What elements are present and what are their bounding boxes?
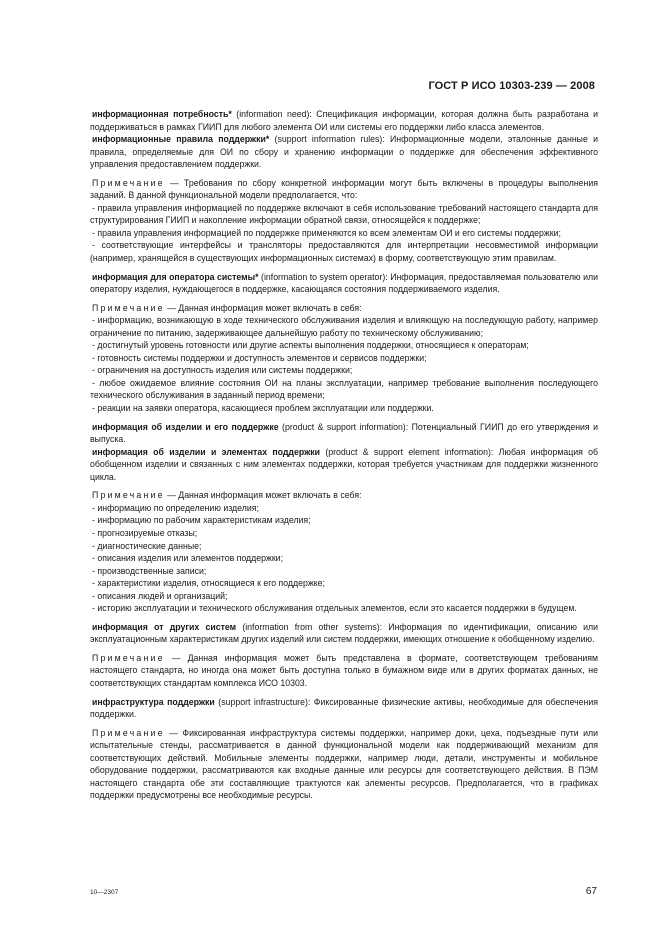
list-item: - ограничения на доступность изделия или системы поддержки; <box>92 365 353 376</box>
list-item: - информацию по определению изделия; <box>92 502 259 513</box>
list-item: - прогнозируемые отказы; <box>92 527 198 538</box>
note-label: Примечание <box>92 727 165 738</box>
list-item: - достигнутый уровень готовности или другие аспекты выполнения поддержки, относящиеся к операторам; <box>92 340 529 351</box>
list-item: - любое ожидаемое влияние состояния ОИ на планы эксплуатации, например требование выполнения последующего технического обслуживания в заданный период времени; <box>90 377 598 401</box>
note <box>90 652 598 690</box>
list-item: - описания изделия или элементов поддержки; <box>92 553 284 564</box>
page-number: 67 <box>585 886 597 897</box>
list-item: - информацию, возникающую в ходе технического обслуживания изделия и влияющую на последующую работу, например ограничение по питанию, задерживающее дальнейшую работу по техническому обслуживанию; <box>90 315 598 338</box>
note-text: — Фиксированная инфраструктура системы поддержки, например доки, цеха, подъездные пути или испытательные стенды, рассматривается в данной функциональной модели как поддерживающий механизм для соответствующих действий. Мобильные элементы поддержки, например люди, детали, инструменты и мобильное оборудование поддержки, рассматриваются как входные данные или ресурсы для соответствующего действия. В ПЭМ настоящего стандарта обе эти составляющие трактуются как элементы ресурсов. Предполагается, что в графиках поддержки предусмотрены все необходимые ресурсы. <box>90 727 598 801</box>
note-label: Примечание <box>92 177 165 188</box>
term-definition <box>90 696 598 721</box>
list-item: - правила управления информацией по поддержке применяются ко всем элементам ОИ и его системы поддержки; <box>92 227 561 238</box>
list-item: - производственные записи; <box>92 565 207 576</box>
note <box>90 727 598 802</box>
note <box>90 489 598 502</box>
note-label: Примечание <box>92 652 165 663</box>
term-text: (information from other systems): Информация по идентификации, описанию или эксплуатационным характеристикам других изделий или систем поддержки, имеющих отношение к обобщенному изделию. <box>90 621 599 645</box>
term-name: информация об изделии и элементах поддержки <box>92 446 321 457</box>
term-text: (information to system operator): Информация, предоставляемая пользователю или оператору изделия, нуждающегося в поддержке, касающаяся состояния поддерживаемого изделия. <box>90 271 598 295</box>
document-body <box>90 108 598 802</box>
term-name: инфраструктура поддержки <box>92 696 215 707</box>
term-definition <box>90 621 598 646</box>
note-text: — Данная информация может включать в себя: <box>164 490 362 501</box>
term-definition <box>90 446 598 484</box>
term-definition <box>90 271 598 296</box>
note-text: — Данная информация может включать в себя: <box>164 302 362 313</box>
list-item: - реакции на заявки оператора, касающиеся проблем эксплуатации или поддержки. <box>92 403 434 414</box>
standard-header: ГОСТ Р ИСО 10303-239 — 2008 <box>428 80 595 92</box>
note-label: Примечание <box>92 490 165 501</box>
term-text: (product & support information): Потенциальный ГИИП до его утверждения и выпуска. <box>90 421 598 445</box>
list-item: - историю эксплуатации и технического обслуживания отдельных элементов, если это касается поддержки в будущем. <box>92 603 577 614</box>
list-item: - информацию по рабочим характеристикам изделия; <box>92 515 311 526</box>
term-name: информационная потребность* <box>92 109 232 119</box>
print-code: 10—2307 <box>90 889 119 896</box>
term-text: (support infrastructure): Фиксированные физические активы, необходимые для обеспечения поддержки. <box>90 696 598 720</box>
note-text: — Данная информация может быть представлена в формате, соответствующем требованиям настоящего стандарта, но иногда она может быть доступна только в бумажном виде или в других форматах данных, не соответствующих стандартам комплекса ИСО 10303. <box>90 652 598 688</box>
list-item: - готовность системы поддержки и доступность элементов и сервисов поддержки; <box>92 352 427 363</box>
term-name: информационные правила поддержки* <box>92 134 270 145</box>
note-text: — Требования по сбору конкретной информации могут быть включены в процедуры выполнения заданий. В данной функциональной модели предполагается, что: <box>90 177 598 201</box>
term-text: (support information rules): Информационные модели, эталонные данные и правила, определяемые для ОИ по сбору и хранению информации о поддержке для обеспечения эффективного управления предоставлением поддержки. <box>90 134 598 170</box>
list-item: - описания людей и организаций; <box>92 590 228 601</box>
term-name: информация об изделии и его поддержке <box>92 421 279 432</box>
list-item: - диагностические данные; <box>92 540 202 551</box>
term-text: (product & support element information): Любая информация об обобщенном изделии и связанных с ним элементах поддержки, которая требуется участникам для поддержки жизненного цикла. <box>90 446 598 482</box>
list-item: - правила управления информацией по поддержке включают в себя использование требований настоящего стандарта для структурирования ГИИП и накопление информации обратной связи, относящейся к поддержке; <box>90 202 598 226</box>
list-item: - соответствующие интерфейсы и трансляторы предоставляются для интерпретации несовместимой информации (например, хранящейся в существующих информационных системах) в форму, соответствующую этим правилам. <box>90 240 598 264</box>
note <box>90 302 598 315</box>
note <box>90 177 598 202</box>
term-definition <box>90 421 598 446</box>
term-name: информация для оператора системы* <box>92 271 259 282</box>
term-definition <box>90 133 598 171</box>
term-name: информация от других систем <box>92 621 237 632</box>
list-item: - характеристики изделия, относящиеся к его поддержке; <box>92 578 325 589</box>
note-label: Примечание <box>92 302 165 313</box>
term-text: (information need): Спецификация информации, которая должна быть разработана и поддерживаться в рамках ГИИП для любого элемента ОИ или системы его поддержки либо класса элементов. <box>90 109 598 132</box>
term-definition <box>90 108 598 133</box>
